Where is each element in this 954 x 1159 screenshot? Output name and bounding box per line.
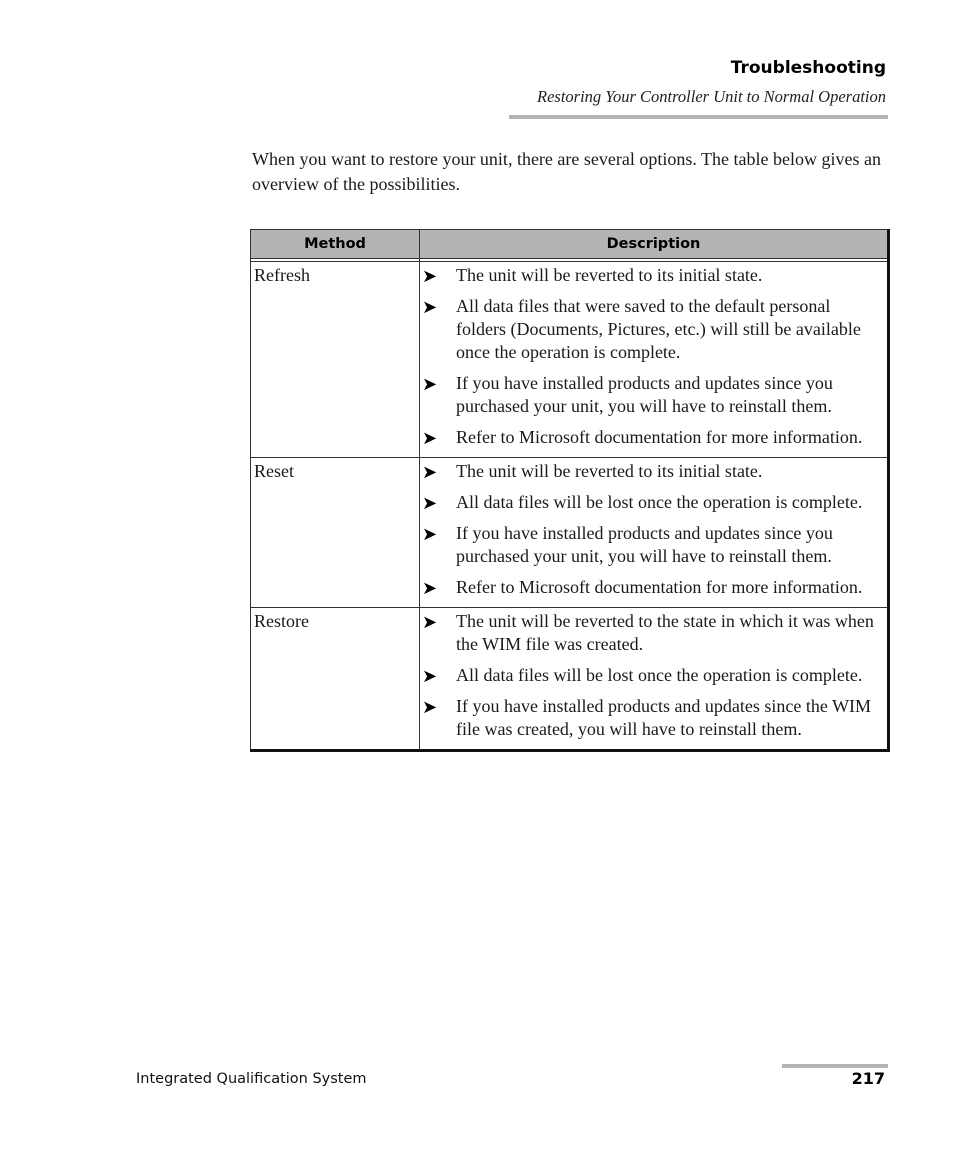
list-item-text: All data files will be lost once the operation is complete.	[456, 492, 863, 512]
list-item	[422, 576, 883, 599]
list-item	[422, 610, 883, 656]
list-item-text: Refer to Microsoft documentation for more information.	[456, 577, 863, 597]
list-item	[422, 264, 883, 287]
arrowhead-bullet-icon: ➤	[422, 697, 438, 718]
method-cell: Reset	[251, 458, 420, 608]
footer-rule	[782, 1064, 888, 1068]
header-rule	[509, 115, 888, 119]
list-item-text: Refer to Microsoft documentation for more information.	[456, 427, 863, 447]
list-item-text: The unit will be reverted to its initial state.	[456, 265, 763, 285]
list-item	[422, 372, 883, 418]
method-cell: Restore	[251, 608, 420, 751]
list-item-text: The unit will be reverted to the state in which it was when the WIM file was created.	[456, 611, 874, 654]
list-item	[422, 522, 883, 568]
arrowhead-bullet-icon: ➤	[422, 266, 438, 287]
list-item-text: The unit will be reverted to its initial state.	[456, 461, 763, 481]
arrowhead-bullet-icon: ➤	[422, 524, 438, 545]
running-header-title: Troubleshooting	[730, 58, 886, 78]
table-row	[251, 608, 889, 751]
list-item	[422, 491, 883, 514]
description-cell	[420, 458, 889, 608]
column-header-description: Description	[420, 230, 889, 259]
arrowhead-bullet-icon: ➤	[422, 666, 438, 687]
restore-options-table	[250, 229, 890, 752]
list-item-text: All data files that were saved to the default personal folders (Documents, Pictures, etc.) will still be available once the operation is complete.	[456, 296, 861, 362]
footer-product-name: Integrated Qualification System	[136, 1071, 367, 1087]
list-item	[422, 460, 883, 483]
arrowhead-bullet-icon: ➤	[422, 297, 438, 318]
arrowhead-bullet-icon: ➤	[422, 428, 438, 449]
intro-paragraph: When you want to restore your unit, there are several options. The table below gives an overview of the possibilities.	[252, 149, 881, 194]
table-row	[251, 458, 889, 608]
arrowhead-bullet-icon: ➤	[422, 462, 438, 483]
description-cell	[420, 608, 889, 751]
list-item	[422, 426, 883, 449]
list-item-text: If you have installed products and updates since the WIM file was created, you will have to reinstall them.	[456, 696, 872, 739]
list-item-text: If you have installed products and updates since you purchased your unit, you will have to reinstall them.	[456, 523, 833, 566]
arrowhead-bullet-icon: ➤	[422, 578, 438, 599]
list-item	[422, 664, 883, 687]
column-header-method: Method	[251, 230, 420, 259]
list-item-text: All data files will be lost once the operation is complete.	[456, 665, 863, 685]
list-item-text: If you have installed products and updates since you purchased your unit, you will have to reinstall them.	[456, 373, 833, 416]
running-header-subtitle: Restoring Your Controller Unit to Normal Operation	[537, 87, 886, 106]
page-number: 217	[851, 1069, 885, 1088]
table-header-row	[251, 230, 889, 259]
table-row	[251, 262, 889, 458]
list-item	[422, 295, 883, 364]
arrowhead-bullet-icon: ➤	[422, 612, 438, 633]
description-cell	[420, 262, 889, 458]
arrowhead-bullet-icon: ➤	[422, 493, 438, 514]
method-cell: Refresh	[251, 262, 420, 458]
arrowhead-bullet-icon: ➤	[422, 374, 438, 395]
list-item	[422, 695, 883, 741]
